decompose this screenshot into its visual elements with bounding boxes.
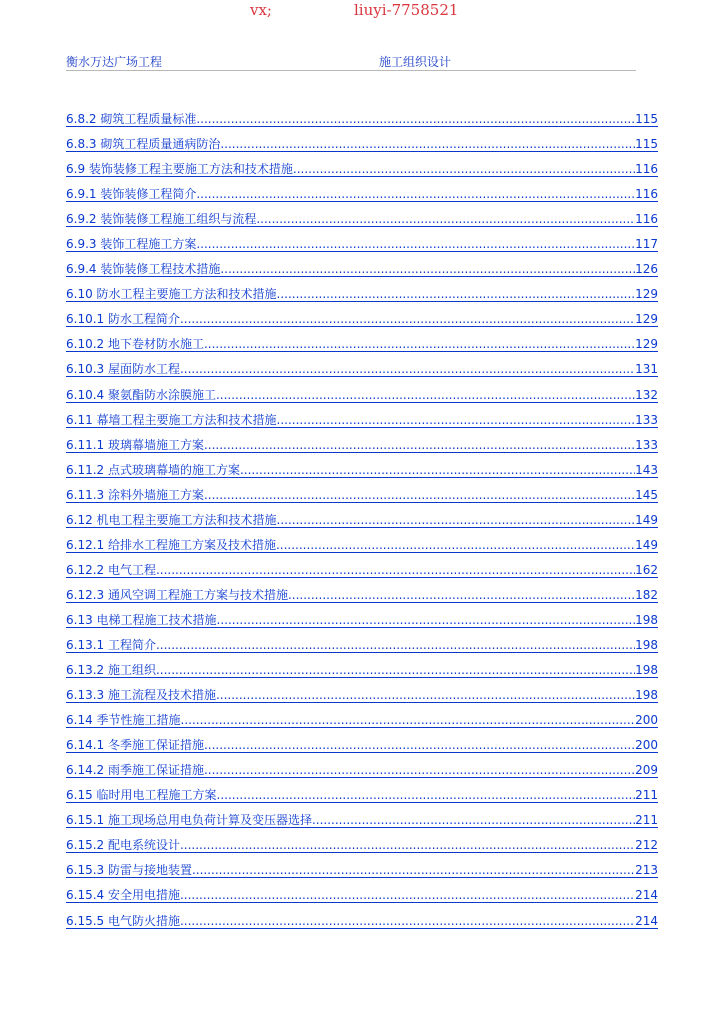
toc-dot-leader bbox=[192, 862, 635, 878]
toc-entry[interactable] bbox=[66, 862, 658, 887]
toc-dot-leader bbox=[180, 887, 635, 903]
toc-entry-title: 6.14.1 冬季施工保证措施 bbox=[66, 738, 204, 753]
toc-dot-leader bbox=[220, 261, 635, 277]
toc-entry[interactable] bbox=[66, 236, 658, 261]
toc-dot-leader bbox=[220, 136, 635, 152]
toc-dot-leader bbox=[180, 311, 635, 327]
toc-dot-leader bbox=[276, 537, 635, 553]
toc-entry-page-number: 211 bbox=[635, 813, 658, 828]
toc-entry-title: 6.10.3 屋面防水工程 bbox=[66, 362, 180, 377]
toc-entry-page-number: 162 bbox=[635, 562, 658, 577]
toc-dot-leader bbox=[217, 787, 636, 803]
toc-entry-title: 6.12.1 给排水工程施工方案及技术措施 bbox=[66, 537, 276, 552]
toc-entry-page-number: 149 bbox=[635, 537, 658, 552]
toc-entry[interactable] bbox=[66, 136, 658, 161]
toc-dot-leader bbox=[217, 612, 636, 628]
toc-entry[interactable] bbox=[66, 887, 658, 912]
toc-entry-title: 6.9.2 装饰装修工程施工组织与流程 bbox=[66, 212, 257, 227]
toc-entry[interactable] bbox=[66, 662, 658, 687]
toc-entry-page-number: 209 bbox=[635, 763, 658, 778]
toc-entry-page-number: 117 bbox=[635, 237, 658, 252]
watermark-left: vx; bbox=[250, 1, 272, 19]
toc-entry-title: 6.15.4 安全用电措施 bbox=[66, 888, 180, 903]
toc-entry-title: 6.13.1 工程简介 bbox=[66, 637, 156, 652]
toc-dot-leader bbox=[288, 587, 635, 603]
toc-dot-leader bbox=[256, 211, 635, 227]
toc-entry-title: 6.14 季节性施工措施 bbox=[66, 713, 181, 728]
toc-entry-title: 6.9 装饰装修工程主要施工方法和技术措施 bbox=[66, 162, 293, 177]
toc-entry-page-number: 129 bbox=[635, 312, 658, 327]
toc-entry[interactable] bbox=[66, 361, 658, 386]
toc-entry-title: 6.15.3 防雷与接地装置 bbox=[66, 863, 192, 878]
toc-entry[interactable] bbox=[66, 737, 658, 762]
toc-entry[interactable] bbox=[66, 812, 658, 837]
toc-dot-leader bbox=[277, 286, 636, 302]
toc-entry-page-number: 133 bbox=[635, 437, 658, 452]
toc-entry-page-number: 133 bbox=[635, 412, 658, 427]
toc-dot-leader bbox=[204, 762, 635, 778]
toc-dot-leader bbox=[196, 111, 635, 127]
toc-entry-page-number: 115 bbox=[635, 112, 658, 126]
toc-entry-page-number: 132 bbox=[635, 387, 658, 402]
toc-entry-page-number: 214 bbox=[635, 888, 658, 903]
toc-entry-title: 6.9.4 装饰装修工程技术措施 bbox=[66, 262, 221, 277]
toc-entry-title: 6.8.2 砌筑工程质量标准 bbox=[66, 112, 197, 126]
toc-entry[interactable] bbox=[66, 311, 658, 336]
toc-dot-leader bbox=[204, 487, 635, 503]
toc-dot-leader bbox=[312, 812, 635, 828]
toc-entry[interactable] bbox=[66, 587, 658, 612]
toc-entry[interactable] bbox=[66, 787, 658, 812]
toc-entry-title: 6.9.3 装饰工程施工方案 bbox=[66, 237, 197, 252]
toc-entry-page-number: 198 bbox=[635, 612, 658, 627]
toc-entry-page-number: 116 bbox=[635, 162, 658, 177]
toc-entry-page-number: 116 bbox=[635, 212, 658, 227]
toc-dot-leader bbox=[240, 462, 635, 478]
toc-entry[interactable] bbox=[66, 762, 658, 787]
toc-entry-page-number: 145 bbox=[635, 487, 658, 502]
toc-dot-leader bbox=[277, 512, 636, 528]
toc-entry[interactable] bbox=[66, 111, 658, 136]
watermark-right: liuyi-7758521 bbox=[354, 1, 459, 19]
header-document-name: 施工组织设计 bbox=[379, 55, 452, 69]
toc-entry-page-number: 182 bbox=[635, 587, 658, 602]
toc-dot-leader bbox=[156, 562, 635, 578]
toc-entry[interactable] bbox=[66, 437, 658, 462]
toc-entry-page-number: 198 bbox=[635, 688, 658, 703]
toc-entry-title: 6.9.1 装饰装修工程简介 bbox=[66, 187, 197, 202]
toc-entry-title: 6.8.3 砌筑工程质量通病防治 bbox=[66, 137, 221, 152]
toc-entry-title: 6.10.1 防水工程简介 bbox=[66, 312, 180, 327]
toc-entry-title: 6.12 机电工程主要施工方法和技术措施 bbox=[66, 512, 277, 527]
toc-entry[interactable] bbox=[66, 837, 658, 862]
toc-dot-leader bbox=[180, 837, 635, 853]
toc-entry-title: 6.15.2 配电系统设计 bbox=[66, 838, 180, 853]
toc-entry[interactable] bbox=[66, 612, 658, 637]
toc-entry[interactable] bbox=[66, 637, 658, 662]
toc-entry-page-number: 115 bbox=[635, 137, 658, 152]
toc-entry-title: 6.11.1 玻璃幕墙施工方案 bbox=[66, 437, 204, 452]
toc-entry[interactable] bbox=[66, 161, 658, 186]
toc-dot-leader bbox=[156, 662, 635, 678]
toc-entry-title: 6.15 临时用电工程施工方案 bbox=[66, 788, 217, 803]
toc-dot-leader bbox=[293, 161, 635, 177]
toc-entry-title: 6.11 幕墙工程主要施工方法和技术措施 bbox=[66, 412, 277, 427]
toc-entry-title: 6.11.3 涂料外墙施工方案 bbox=[66, 487, 204, 502]
toc-dot-leader bbox=[156, 637, 635, 653]
table-of-contents bbox=[66, 111, 658, 938]
toc-entry[interactable] bbox=[66, 387, 658, 412]
toc-dot-leader bbox=[196, 186, 635, 202]
toc-dot-leader bbox=[277, 412, 636, 428]
toc-dot-leader bbox=[196, 236, 635, 252]
toc-entry[interactable] bbox=[66, 261, 658, 286]
toc-entry-title: 6.11.2 点式玻璃幕墙的施工方案 bbox=[66, 462, 240, 477]
header-project-name: 衡水万达广场工程 bbox=[66, 55, 163, 69]
toc-entry[interactable] bbox=[66, 562, 658, 587]
toc-dot-leader bbox=[216, 387, 635, 403]
toc-entry-title: 6.10 防水工程主要施工方法和技术措施 bbox=[66, 287, 277, 302]
toc-entry-page-number: 129 bbox=[635, 337, 658, 352]
toc-entry-title: 6.14.2 雨季施工保证措施 bbox=[66, 763, 204, 778]
toc-dot-leader bbox=[180, 913, 635, 929]
toc-entry-page-number: 211 bbox=[635, 788, 658, 803]
toc-entry[interactable] bbox=[66, 512, 658, 537]
toc-entry-title: 6.10.4 聚氨酯防水涂膜施工 bbox=[66, 387, 216, 402]
toc-entry-title: 6.13.3 施工流程及技术措施 bbox=[66, 688, 216, 703]
toc-entry[interactable] bbox=[66, 687, 658, 712]
toc-entry-page-number: 198 bbox=[635, 637, 658, 652]
toc-entry-page-number: 116 bbox=[635, 187, 658, 202]
toc-entry-page-number: 131 bbox=[635, 362, 658, 377]
toc-entry[interactable] bbox=[66, 286, 658, 311]
toc-entry-title: 6.15.1 施工现场总用电负荷计算及变压器选择 bbox=[66, 813, 312, 828]
toc-entry[interactable] bbox=[66, 412, 658, 437]
toc-entry[interactable] bbox=[66, 336, 658, 361]
toc-entry[interactable] bbox=[66, 186, 658, 211]
toc-entry[interactable] bbox=[66, 487, 658, 512]
toc-dot-leader bbox=[216, 687, 635, 703]
toc-entry-page-number: 143 bbox=[635, 462, 658, 477]
toc-dot-leader bbox=[181, 712, 636, 728]
toc-entry[interactable] bbox=[66, 712, 658, 737]
toc-entry-page-number: 200 bbox=[635, 738, 658, 753]
toc-entry-page-number: 212 bbox=[635, 838, 658, 853]
toc-entry-title: 6.12.3 通风空调工程施工方案与技术措施 bbox=[66, 587, 288, 602]
toc-dot-leader bbox=[204, 737, 635, 753]
toc-entry-title: 6.12.2 电气工程 bbox=[66, 562, 156, 577]
page-header bbox=[66, 52, 636, 71]
toc-dot-leader bbox=[180, 361, 635, 377]
toc-entry-page-number: 213 bbox=[635, 863, 658, 878]
toc-entry-title: 6.15.5 电气防火措施 bbox=[66, 913, 180, 928]
toc-entry[interactable] bbox=[66, 913, 658, 938]
toc-entry-page-number: 198 bbox=[635, 663, 658, 678]
toc-entry-page-number: 126 bbox=[635, 262, 658, 277]
toc-entry-title: 6.13 电梯工程施工技术措施 bbox=[66, 612, 217, 627]
toc-entry[interactable] bbox=[66, 537, 658, 562]
toc-dot-leader bbox=[204, 437, 635, 453]
toc-dot-leader bbox=[204, 336, 635, 352]
toc-entry-page-number: 129 bbox=[635, 287, 658, 302]
toc-entry[interactable] bbox=[66, 211, 658, 236]
toc-entry-title: 6.13.2 施工组织 bbox=[66, 663, 156, 678]
toc-entry-title: 6.10.2 地下卷材防水施工 bbox=[66, 337, 204, 352]
toc-entry[interactable] bbox=[66, 462, 658, 487]
toc-entry-page-number: 200 bbox=[635, 713, 658, 728]
toc-entry-page-number: 149 bbox=[635, 512, 658, 527]
toc-entry-page-number: 214 bbox=[635, 913, 658, 928]
watermark bbox=[0, 0, 724, 22]
